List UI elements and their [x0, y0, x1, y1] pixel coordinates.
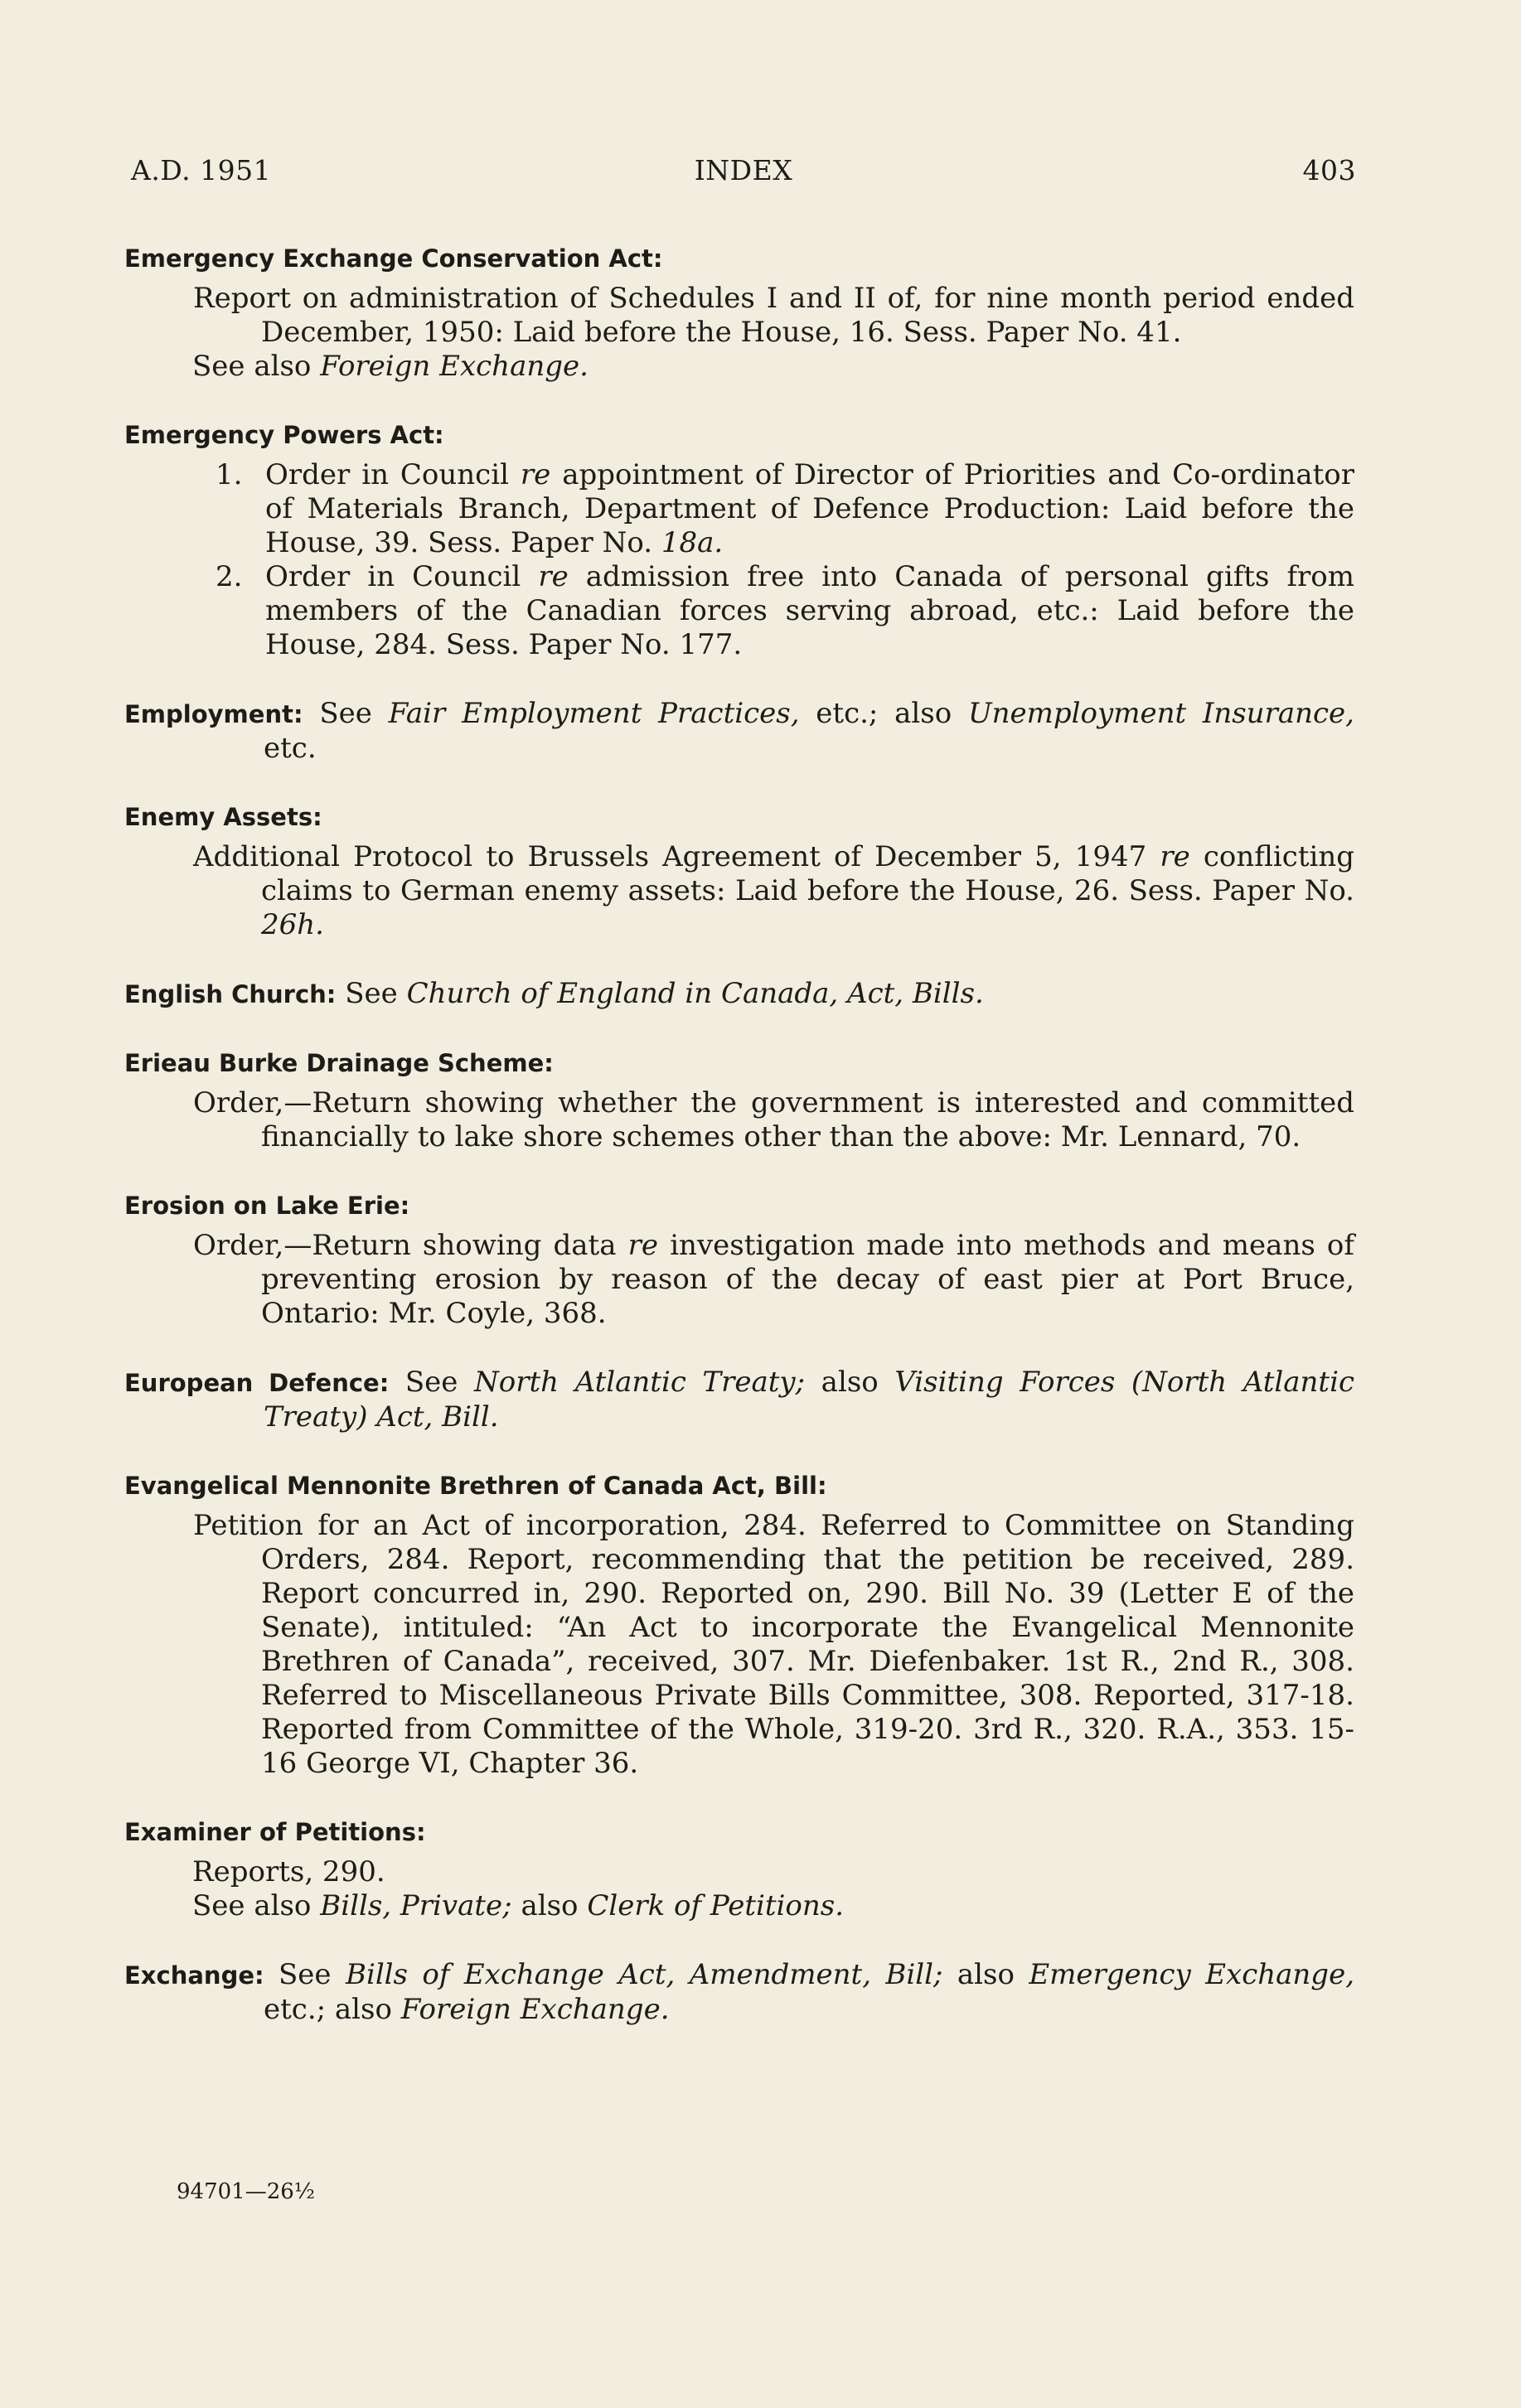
entry-heading: Erosion on Lake Erie:	[124, 1192, 410, 1220]
header-title: INDEX	[694, 154, 793, 186]
index-entry	[124, 1366, 1354, 1434]
index-entry	[124, 1469, 1354, 1781]
index-content	[124, 242, 1354, 2062]
entry-text: Report on administration of Schedules I and II of, for nine month period ended December, 1950: Laid before the House, 16. Sess. Paper No. 41.	[193, 282, 1354, 349]
numbered-item: 2. Order in Council re admission free into Canada of personal gifts from members of the Canadian forces serving abroad, etc.: Laid before the House, 284. Sess. Paper No. 177.	[216, 560, 1355, 661]
entry-text: Petition for an Act of incorporation, 284. Referred to Committee on Standing Orders, 284. Report, recommending that the petition be received, 289. Report concurred in, 290. Reported on, 290. Bill No. 39 (Letter E of the Senate), intituled: “An Act to incorporate the Evangelical Mennonite Brethren of Canada”, received, 307. Mr. Diefenbaker. 1st R., 2nd R., 308. Referred to Miscellaneous Private Bills Committee, 308. Reported, 317-18. Reported from Committee of the Whole, 319-20. 3rd R., 320. R.A., 353. 15-16 George VI, Chapter 36.	[193, 1509, 1354, 1780]
page-number: 403	[1302, 154, 1356, 186]
entry-text: Order,—Return showing data re investigation made into methods and means of preventing erosion by reason of the decay of east pier at Port Bruce, Ontario: Mr. Coyle, 368.	[193, 1229, 1354, 1330]
entry-heading: Emergency Powers Act:	[124, 421, 444, 449]
entry-inline: English Church: See Church of England in Canada, Act, Bills.	[124, 977, 984, 1010]
entry-text: Order,—Return showing whether the government is interested and committed financially to lake shore schemes other than the above: Mr. Lennard, 70.	[193, 1086, 1354, 1153]
index-entry	[124, 1189, 1354, 1331]
entry-heading: Emergency Exchange Conservation Act:	[124, 244, 663, 273]
entry-heading: Evangelical Mennonite Brethren of Canada Act, Bill:	[124, 1472, 827, 1500]
index-entry	[124, 800, 1354, 942]
header-date: A.D. 1951	[131, 154, 272, 186]
index-entry	[124, 1047, 1354, 1154]
entry-text: Additional Protocol to Brussels Agreement of December 5, 1947 re conflicting claims to German enemy assets: Laid before the House, 26. Sess. Paper No. 26h.	[193, 840, 1355, 941]
index-entry	[124, 242, 1354, 384]
entry-see-also: See also Bills, Private; also Clerk of Petitions.	[192, 1889, 845, 1922]
printer-signature: 94701—26½	[177, 2179, 315, 2204]
numbered-item: 1. Order in Council re appointment of Director of Priorities and Co-ordinator of Materials Branch, Department of Defence Production: Laid before the House, 39. Sess. Paper No. 18a.	[216, 458, 1354, 559]
entry-inline: Exchange: See Bills of Exchange Act, Amendment, Bill; also Emergency Exchange, etc.; also Foreign Exchange.	[124, 1958, 1355, 2026]
index-entry	[124, 418, 1354, 662]
page-header	[131, 154, 1356, 196]
entry-inline: Employment: See Fair Employment Practices, etc.; also Unemployment Insurance, etc.	[124, 697, 1354, 765]
entry-heading: Examiner of Petitions:	[124, 1818, 426, 1846]
entry-heading: Erieau Burke Drainage Scheme:	[124, 1049, 554, 1077]
index-entry	[124, 977, 1354, 1012]
entry-see-also: See also Foreign Exchange.	[192, 350, 589, 383]
index-entry	[124, 1816, 1354, 1923]
entry-inline: European Defence: See North Atlantic Treaty; also Visiting Forces (North Atlantic Treaty) Act, Bill.	[124, 1366, 1354, 1434]
index-entry	[124, 1958, 1354, 2027]
index-entry	[124, 697, 1354, 766]
entry-text: Reports, 290.	[192, 1855, 385, 1888]
entry-heading: Enemy Assets:	[124, 803, 322, 831]
